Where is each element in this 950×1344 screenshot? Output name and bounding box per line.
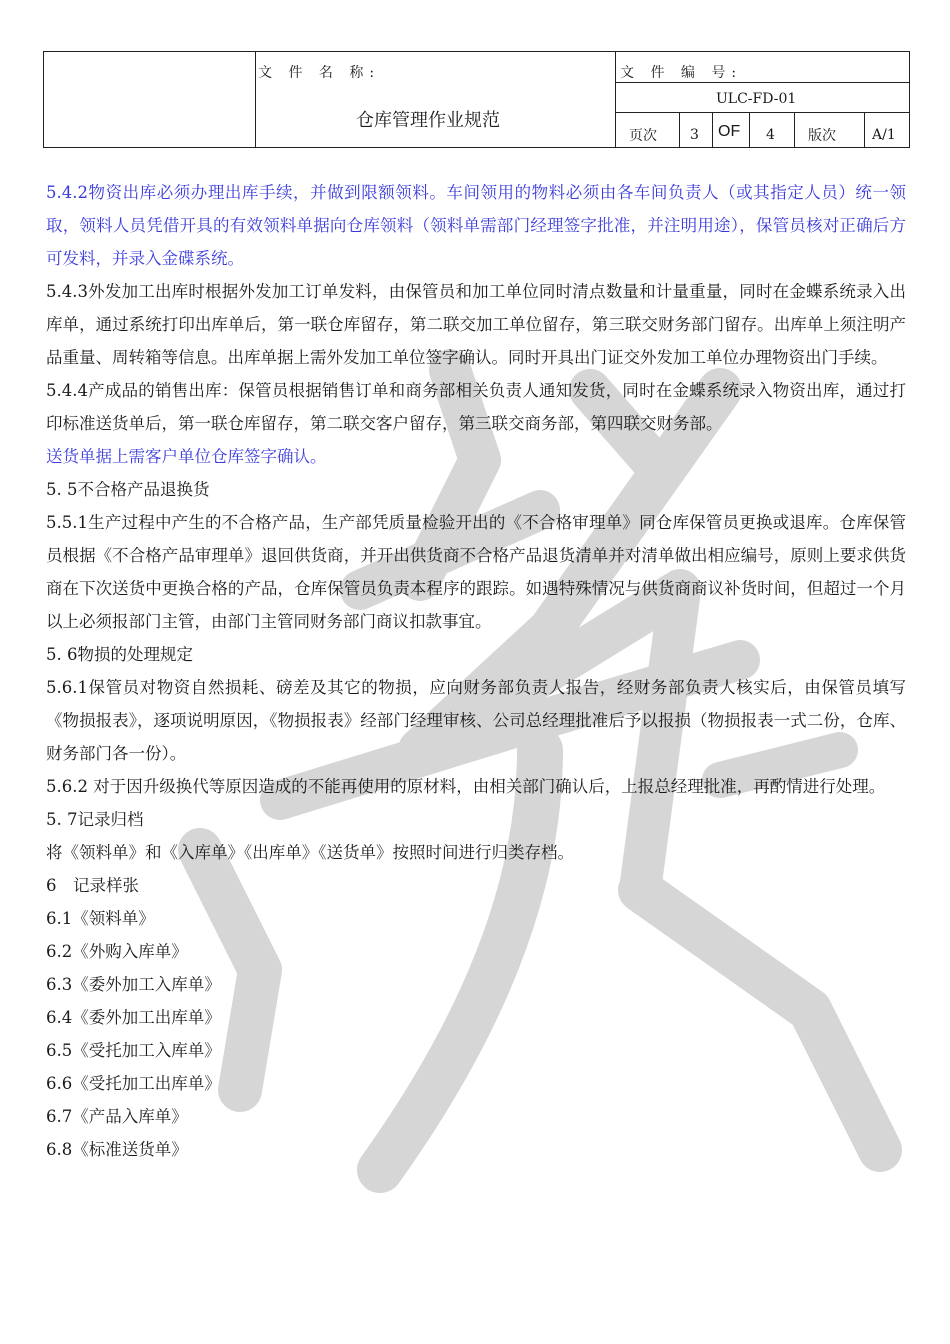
paragraph: 5.6.2 对于因升级换代等原因造成的不能再使用的原材料，由相关部门确认后，上报总经理批准，再酌情进行处理。 bbox=[46, 777, 886, 796]
section-heading: 5. 6物损的处理规定 bbox=[46, 645, 193, 664]
document-title: 仓库管理作业规范 bbox=[356, 110, 500, 131]
section-heading: 5. 7记录归档 bbox=[46, 810, 144, 829]
list-item: 6.6《受托加工出库单》 bbox=[46, 1074, 221, 1093]
section-heading: 6 记录样张 bbox=[46, 876, 139, 895]
page-label: 页次 bbox=[629, 128, 657, 144]
file-name-label: 文 件 名 称: bbox=[258, 65, 381, 81]
logo-area bbox=[44, 52, 255, 147]
list-item: 6.4《委外加工出库单》 bbox=[46, 1008, 221, 1027]
list-item: 6.8《标准送货单》 bbox=[46, 1140, 188, 1159]
page-current: 3 bbox=[690, 127, 699, 143]
page-total: 4 bbox=[766, 127, 775, 143]
paragraph: 5.5.1生产过程中产生的不合格产品，生产部凭质量检验开出的《不合格审理单》同仓库保管员更换或退库。仓库保管员根据《不合格产品审理单》退回供货商，并开出供货商不合格产品退货清单并对清单做出相应编号，原则上要求供货商在下次送货中更换合格的产品，仓库保管员负责本程序的跟踪。如遇特殊情况与供货商商议补货时间，但超过一个月以上必须报部门主管，由部门主管同财务部门商议扣款事宜。 bbox=[46, 513, 906, 631]
paragraph: 送货单据上需客户单位仓库签字确认。 bbox=[46, 447, 327, 466]
list-item: 6.3《委外加工入库单》 bbox=[46, 975, 221, 994]
document-code: ULC-FD-01 bbox=[716, 91, 797, 107]
paragraph: 5.4.3外发加工出库时根据外发加工订单发料，由保管员和加工单位同时清点数量和计量重量，同时在金蝶系统录入出库单，通过系统打印出库单后，第一联仓库留存，第二联交加工单位留存，第三联交财务部门留存。出库单上须注明产品重量、周转箱等信息。出库单据上需外发加工单位签字确认。同时开具出门证交外发加工单位办理物资出门手续。 bbox=[46, 282, 906, 367]
paragraph: 5.4.4产成品的销售出库：保管员根据销售订单和商务部相关负责人通知发货，同时在金蝶系统录入物资出库，通过打印标准送货单后，第一联仓库留存，第二联交客户留存，第三联交商务部，第四联交财务部。 bbox=[46, 381, 906, 433]
version-value: A/1 bbox=[872, 127, 896, 143]
document-header-table bbox=[43, 51, 910, 148]
list-item: 6.7《产品入库单》 bbox=[46, 1107, 188, 1126]
document-body bbox=[46, 176, 906, 1166]
file-number-label: 文 件 编 号: bbox=[620, 65, 743, 81]
section-heading: 5. 5不合格产品退换货 bbox=[46, 480, 210, 499]
list-item: 6.1《领料单》 bbox=[46, 909, 155, 928]
list-item: 6.2《外购入库单》 bbox=[46, 942, 188, 961]
paragraph: 5.4.2物资出库必须办理出库手续，并做到限额领料。车间领用的物料必须由各车间负责人（或其指定人员）统一领取，领料人员凭借开具的有效领料单据向仓库领料（领料单需部门经理签字批准，并注明用途），保管员核对正确后方可发料，并录入金碟系统。 bbox=[46, 183, 906, 268]
page-of-label: OF bbox=[718, 123, 741, 140]
paragraph: 5.6.1保管员对物资自然损耗、磅差及其它的物损，应向财务部负责人报告，经财务部负责人核实后，由保管员填写《物损报表》，逐项说明原因，《物损报表》经部门经理审核、公司总经理批准后予以报损（物损报表一式二份，仓库、财务部门各一份）。 bbox=[46, 678, 906, 763]
paragraph: 将《领料单》和《入库单》《出库单》《送货单》按照时间进行归类存档。 bbox=[46, 843, 574, 862]
list-item: 6.5《受托加工入库单》 bbox=[46, 1041, 221, 1060]
version-label: 版次 bbox=[808, 128, 836, 144]
